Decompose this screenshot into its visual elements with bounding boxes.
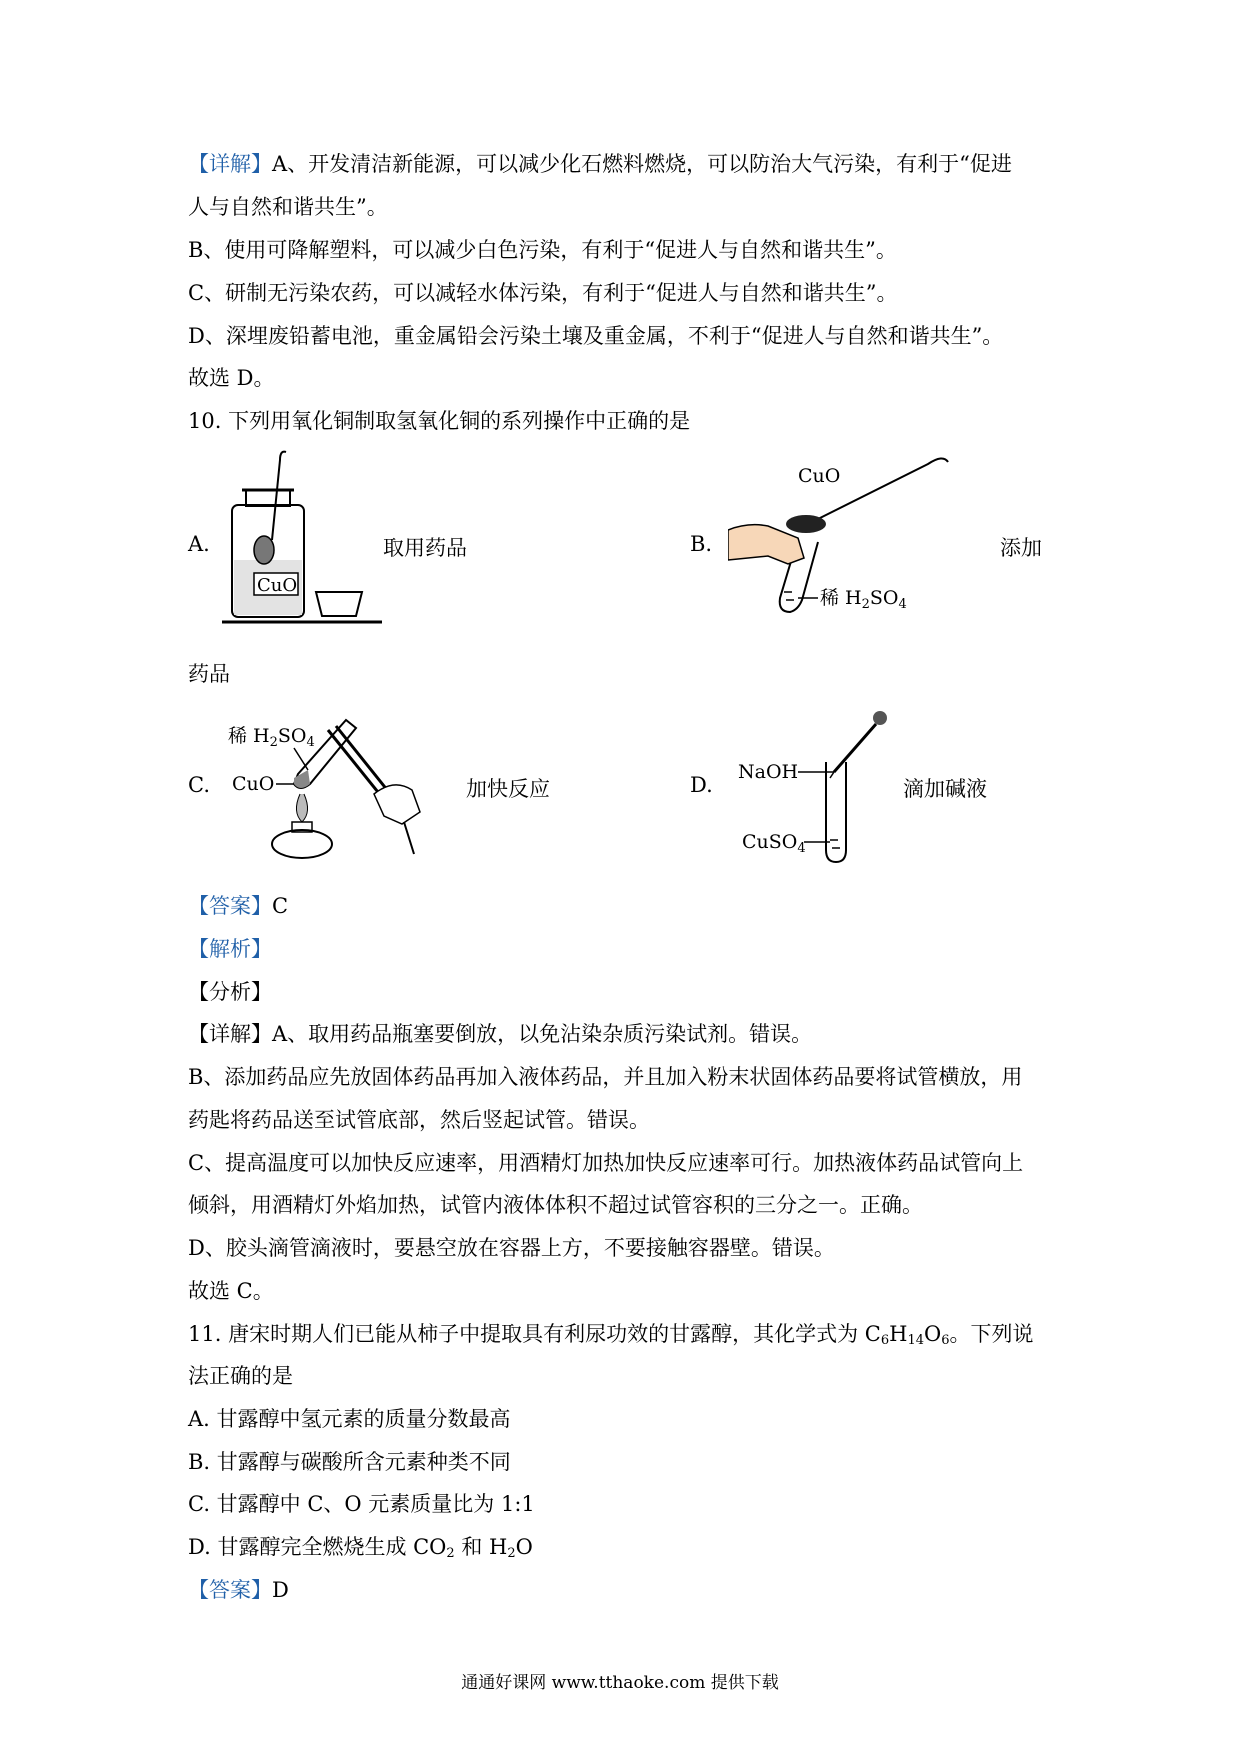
option-b-caption: 添加 bbox=[1000, 536, 1042, 560]
option-a-figure bbox=[222, 450, 392, 630]
answer-value: D bbox=[272, 1578, 289, 1602]
q10-stem: 10. 下列用氧化铜制取氢氧化铜的系列操作中正确的是 bbox=[188, 409, 691, 433]
option-c-label: C. bbox=[188, 773, 210, 797]
figure-label: CuO bbox=[798, 465, 841, 487]
figure-label: CuSO$_4$ bbox=[742, 831, 806, 856]
figure-label: CuO bbox=[232, 773, 275, 795]
q11-answer bbox=[188, 1576, 289, 1604]
figure-label: 稀 $H_2SO_4$ bbox=[820, 587, 907, 612]
detail9-conclusion: 故选 D。 bbox=[188, 366, 275, 390]
formula-sub: 14 bbox=[907, 1333, 924, 1348]
q10-fenxi-tag: 【分析】 bbox=[188, 980, 272, 1004]
q11-option-a: A. 甘露醇中氢元素的质量分数最高 bbox=[188, 1407, 511, 1431]
detail9-a-line2: 人与自然和谐共生”。 bbox=[188, 195, 388, 219]
option-a-caption: 取用药品 bbox=[383, 536, 467, 560]
formula-text: O bbox=[923, 1322, 942, 1346]
detail-text: A、取用药品瓶塞要倒放，以免沾染杂质污染试剂。错误。 bbox=[272, 1022, 813, 1046]
option-text: O bbox=[515, 1535, 533, 1559]
option-d-caption: 滴加碱液 bbox=[903, 777, 987, 801]
formula-sub: 6 bbox=[941, 1333, 950, 1348]
option-text: D. 甘露醇完全燃烧生成 CO bbox=[188, 1535, 447, 1559]
q10-answer bbox=[188, 892, 288, 920]
q10-conclusion: 故选 C。 bbox=[188, 1279, 274, 1303]
option-a-label: A. bbox=[188, 532, 210, 556]
option-b-caption-cont: 药品 bbox=[188, 662, 230, 686]
figure-label: NaOH bbox=[738, 761, 799, 783]
q11-stem-line1 bbox=[188, 1320, 1033, 1355]
q10-detail-d: D、胶头滴管滴液时，要悬空放在容器上方，不要接触容器壁。错误。 bbox=[188, 1236, 835, 1260]
figure-label: 稀 $H_2SO_4$ bbox=[228, 725, 315, 750]
detail-text: A、开发清洁新能源，可以减少化石燃料燃烧，可以防治大气污染，有利于“促进 bbox=[272, 152, 1012, 176]
q11-option-b: B. 甘露醇与碳酸所含元素种类不同 bbox=[188, 1450, 511, 1474]
q10-analysis-tag: 【解析】 bbox=[188, 937, 272, 961]
detail-tag: 【详解】 bbox=[188, 152, 272, 176]
q11-option-d bbox=[188, 1533, 533, 1568]
option-d-label: D. bbox=[690, 773, 713, 797]
q10-detail-c1: C、提高温度可以加快反应速率，用酒精灯加热加快反应速率可行。加热液体药品试管向上 bbox=[188, 1151, 1024, 1175]
q11-option-c: C. 甘露醇中 C、O 元素质量比为 1:1 bbox=[188, 1492, 535, 1516]
answer-tag: 【答案】 bbox=[188, 1578, 272, 1602]
detail-tag: 【详解】 bbox=[188, 1022, 272, 1046]
formula-sub: 2 bbox=[507, 1546, 516, 1561]
stem-text: 11. 唐宋时期人们已能从柿子中提取具有利尿功效的甘露醇，其化学式为 C bbox=[188, 1322, 881, 1346]
option-text: 和 H bbox=[454, 1535, 508, 1559]
detail9-c: C、研制无污染农药，可以减轻水体污染，有利于“促进人与自然和谐共生”。 bbox=[188, 281, 898, 305]
answer-value: C bbox=[272, 894, 289, 918]
option-c-caption: 加快反应 bbox=[466, 777, 550, 801]
option-b-label: B. bbox=[690, 532, 713, 556]
q10-detail-b2: 药匙将药品送至试管底部，然后竖起试管。错误。 bbox=[188, 1108, 650, 1132]
option-b-figure bbox=[728, 440, 998, 620]
q10-detail-c2: 倾斜，用酒精灯外焰加热，试管内液体体积不超过试管容积的三分之一。正确。 bbox=[188, 1193, 923, 1217]
option-c-figure bbox=[224, 712, 464, 862]
answer-tag: 【答案】 bbox=[188, 894, 272, 918]
page-footer: 通通好课网 www.tthaoke.com 提供下载 bbox=[461, 1673, 779, 1693]
q11-stem-line2: 法正确的是 bbox=[188, 1364, 293, 1388]
q10-detail-a bbox=[188, 1020, 812, 1048]
option-d-figure bbox=[734, 706, 894, 866]
q10-detail-b1: B、添加药品应先放固体药品再加入液体药品，并且加入粉末状固体药品要将试管横放，用 bbox=[188, 1065, 1023, 1089]
formula-sub: 2 bbox=[446, 1546, 455, 1561]
detail9-b: B、使用可降解塑料，可以减少白色污染，有利于“促进人与自然和谐共生”。 bbox=[188, 238, 897, 262]
figure-label: CuO bbox=[257, 575, 298, 596]
formula-text: H bbox=[889, 1322, 908, 1346]
formula-sub: 6 bbox=[880, 1333, 890, 1348]
detail9-d: D、深埋废铅蓄电池，重金属铅会污染土壤及重金属，不利于“促进人与自然和谐共生”。 bbox=[188, 324, 1004, 348]
detail9-a-line1 bbox=[188, 150, 1012, 178]
stem-text: 。下列说 bbox=[949, 1322, 1034, 1346]
